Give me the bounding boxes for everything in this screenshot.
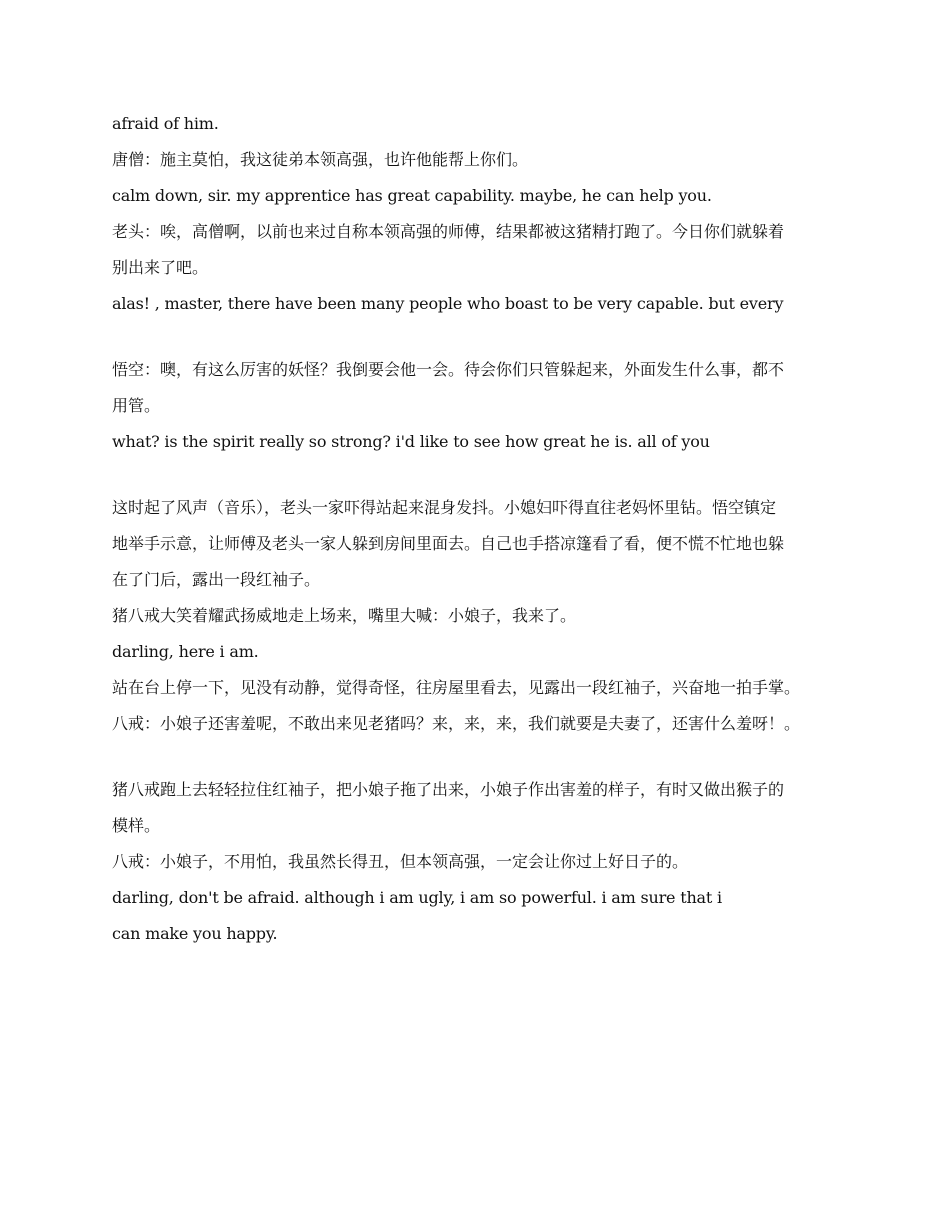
paragraph-1: afraid of him.	[112, 114, 219, 133]
paragraph-10: 这时起了风声（音乐），老头一家吓得站起来混身发抖。小媳妇吓得直往老妈怀里钻。悟空镇定	[112, 498, 777, 517]
paragraph-16: 八戒：小娘子还害羞呢，不敢出来见老猪吗？来，来，来，我们就要是夫妻了，还害什么羞呀！。	[112, 714, 801, 733]
paragraph-8: 用管。	[112, 396, 161, 415]
paragraph-gap	[112, 330, 840, 360]
paragraph-6: alas! , master, there have been many people who boast to be very capable. but every	[112, 294, 784, 313]
paragraph-20: darling, don't be afraid. although i am ugly, i am so powerful. i am sure that i	[112, 888, 722, 907]
paragraph-19: 八戒：小娘子，不用怕，我虽然长得丑，但本领高强，一定会让你过上好日子的。	[112, 852, 689, 871]
paragraph-13: 猪八戒大笑着耀武扬威地走上场来，嘴里大喊：小娘子，我来了。	[112, 606, 577, 625]
paragraph-gap	[112, 750, 840, 780]
paragraph-2: 唐僧：施主莫怕，我这徒弟本领高强，也许他能帮上你们。	[112, 150, 529, 169]
document-body	[112, 114, 840, 960]
paragraph-18: 模样。	[112, 816, 161, 835]
paragraph-3: calm down, sir. my apprentice has great capability. maybe, he can help you.	[112, 186, 712, 205]
paragraph-11: 地举手示意，让师傅及老头一家人躲到房间里面去。自己也手搭凉篷看了看，便不慌不忙地也躲	[112, 534, 785, 553]
paragraph-9: what? is the spirit really so strong? i'd like to see how great he is. all of you	[112, 432, 710, 451]
paragraph-4: 老头：唉，高僧啊，以前也来过自称本领高强的师傅，结果都被这猪精打跑了。今日你们就躲着	[112, 222, 785, 241]
paragraph-17: 猪八戒跑上去轻轻拉住红袖子，把小娘子拖了出来，小娘子作出害羞的样子，有时又做出猴子的	[112, 780, 785, 799]
paragraph-5: 别出来了吧。	[112, 258, 209, 277]
paragraph-21: can make you happy.	[112, 924, 278, 943]
paragraph-14: darling, here i am.	[112, 642, 259, 661]
paragraph-12: 在了门后，露出一段红袖子。	[112, 570, 321, 589]
paragraph-gap	[112, 468, 840, 498]
paragraph-15: 站在台上停一下，见没有动静，觉得奇怪，往房屋里看去，见露出一段红袖子，兴奋地一拍手掌。	[112, 678, 801, 697]
paragraph-7: 悟空：噢，有这么厉害的妖怪？我倒要会他一会。待会你们只管躲起来，外面发生什么事，都不	[112, 360, 785, 379]
